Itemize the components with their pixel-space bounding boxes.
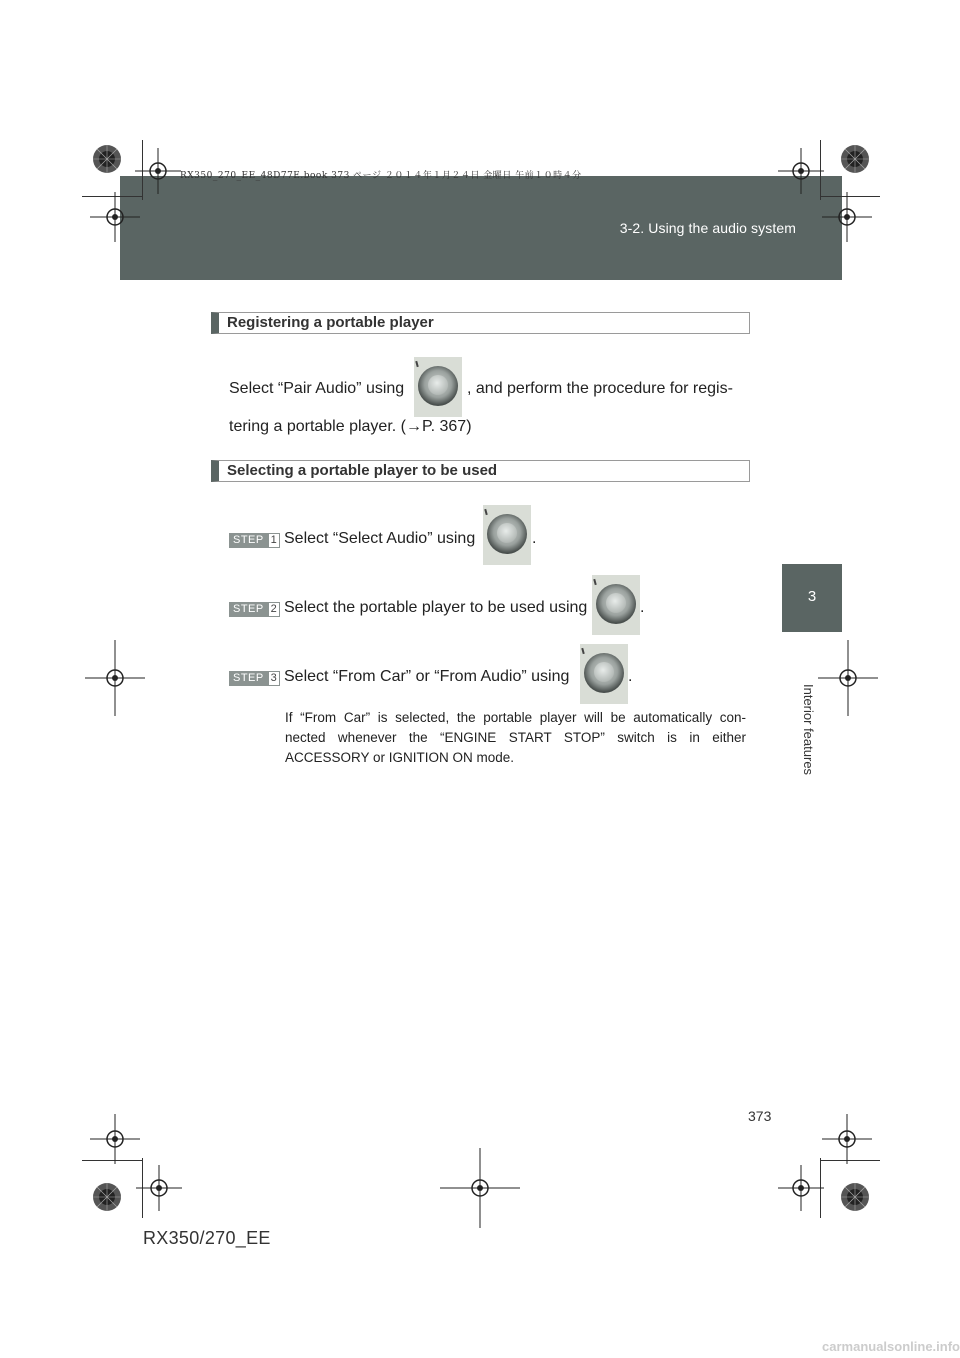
registration-mark-icon xyxy=(818,640,878,716)
step-1-period: . xyxy=(532,530,537,547)
step-1-text: Select “Select Audio” using xyxy=(284,530,476,547)
color-target-icon xyxy=(840,1182,870,1212)
note-text: If “From Car” is selected, the portable player will be automatically con- nected whenever the “ENGINE START STOP” switch is in either ACCESSORY or IGNITION ON mode. xyxy=(285,710,746,765)
section-title: 3-2. Using the audio system xyxy=(619,220,796,236)
registration-mark-icon xyxy=(85,640,145,716)
register-paragraph-line2: tering a portable player. (→P. 367) xyxy=(229,418,472,435)
step-label: STEP xyxy=(229,671,268,686)
color-target-icon xyxy=(92,144,122,174)
step-3-text: Select “From Car” or “From Audio” using xyxy=(284,668,570,685)
watermark[interactable]: carmanualsonline.info xyxy=(822,1339,960,1354)
print-info: RX350_270_EE_48D77E.book 373 ページ ２０１４年１月２４日 金曜日 午前１０時４分 xyxy=(180,171,582,181)
step-label: STEP xyxy=(229,602,268,617)
chapter-label: Interior features xyxy=(801,684,816,776)
step-number: 2 xyxy=(268,602,280,617)
step-badge-1 xyxy=(229,533,280,548)
chapter-number: 3 xyxy=(807,588,817,605)
step-2-text: Select the portable player to be used using xyxy=(284,599,588,616)
step-2-period: . xyxy=(640,599,645,616)
registration-mark-icon xyxy=(135,148,181,194)
color-target-icon xyxy=(840,144,870,174)
registration-mark-icon xyxy=(822,1114,872,1164)
registration-mark-icon xyxy=(136,1165,182,1211)
step-label: STEP xyxy=(229,533,268,548)
tune-knob-icon xyxy=(580,644,628,704)
page-number: 373 xyxy=(748,1108,772,1124)
registration-mark-icon xyxy=(90,1114,140,1164)
tune-knob-icon xyxy=(483,505,531,565)
registration-mark-icon xyxy=(778,1165,824,1211)
step-badge-2 xyxy=(229,602,280,617)
tune-knob-icon xyxy=(592,575,640,635)
step-number: 3 xyxy=(268,671,280,686)
heading-selecting: Selecting a portable player to be used xyxy=(211,460,750,482)
color-target-icon xyxy=(92,1182,122,1212)
register-text-start: Select “Pair Audio” using xyxy=(229,380,405,397)
step-3-period: . xyxy=(628,668,633,685)
registration-mark-icon xyxy=(90,192,140,242)
heading-registering: Registering a portable player xyxy=(211,312,750,334)
register-text-end: , and perform the procedure for regis- xyxy=(467,380,733,397)
tune-knob-icon xyxy=(414,357,462,417)
step-number: 1 xyxy=(268,533,280,548)
registration-mark-icon xyxy=(778,148,824,194)
model-code: RX350/270_EE xyxy=(143,1228,271,1248)
step-badge-3 xyxy=(229,671,280,686)
register-paragraph-line1 xyxy=(229,380,749,398)
registration-mark-icon xyxy=(440,1148,520,1228)
registration-mark-icon xyxy=(822,192,872,242)
